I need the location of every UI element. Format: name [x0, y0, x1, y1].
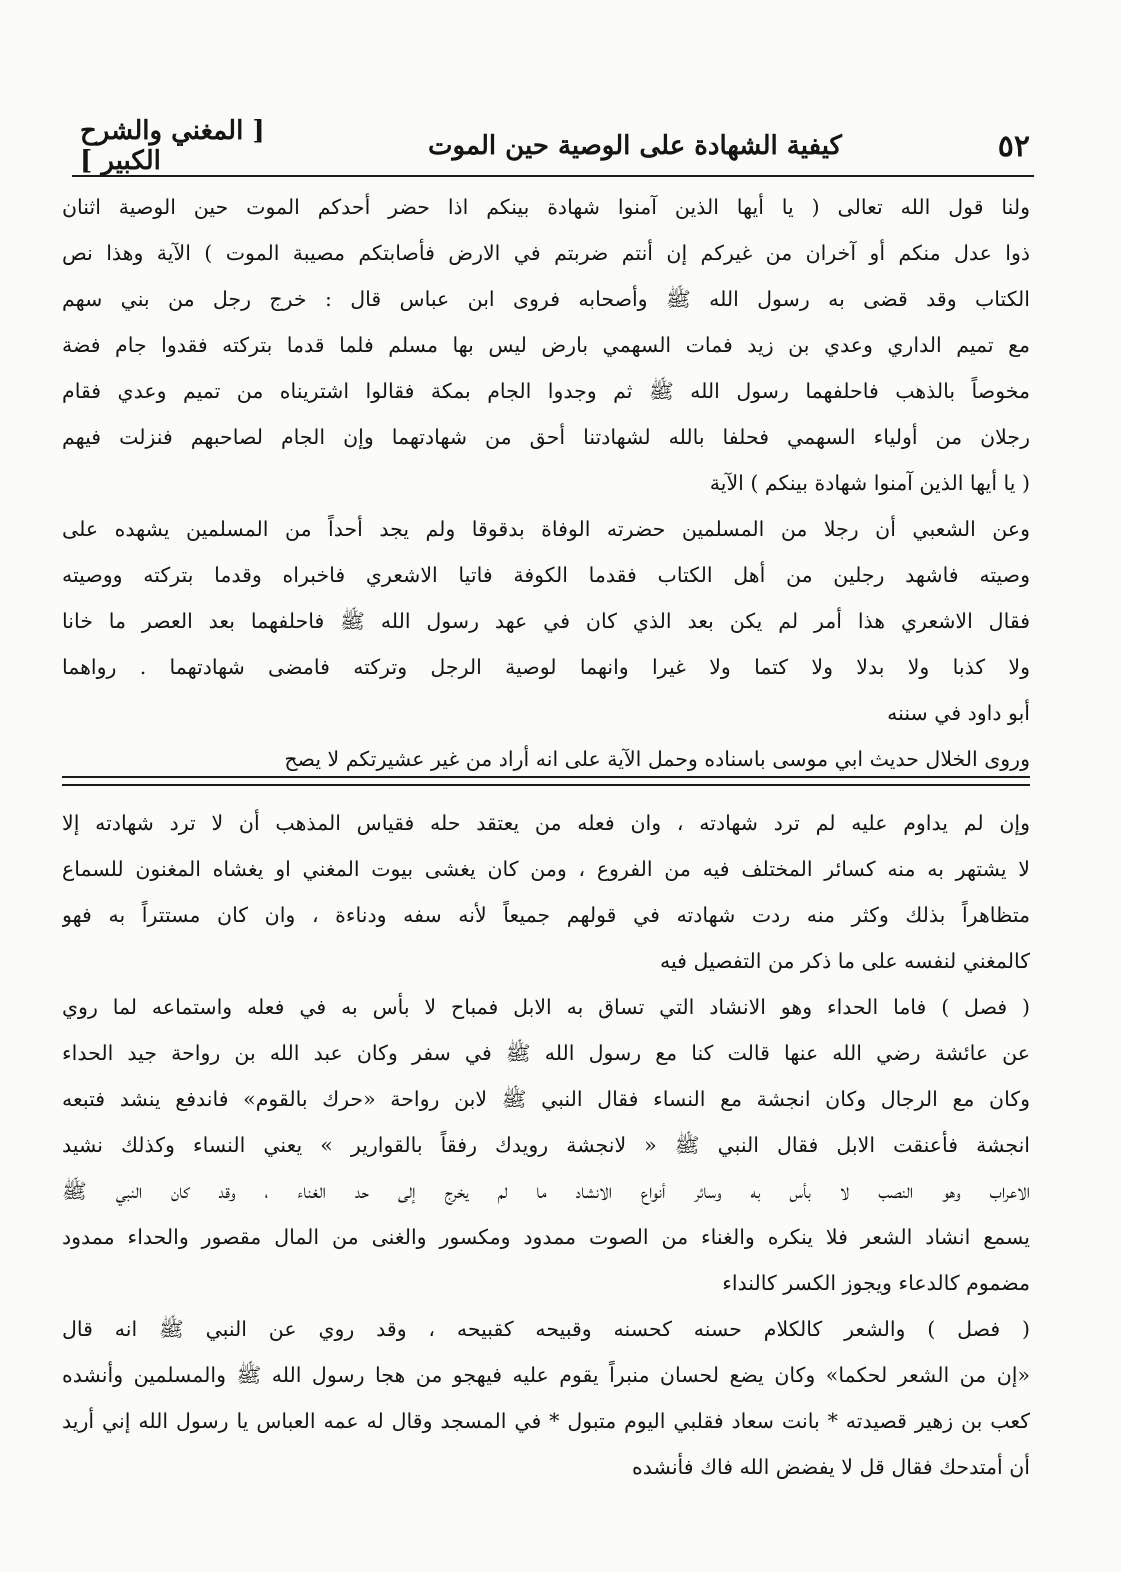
commentary-line: وكان مع الرجال وكان انجشة مع النساء فقال النبي ﷺ لابن رواحة «حرك بالقوم» فاندفع ينشد فتبعه — [62, 1087, 1030, 1111]
main-text-line: الكتاب وقد قضى به رسول الله ﷺ وأصحابه فروى ابن عباس قال : خرج رجل من بني سهم — [62, 287, 1030, 311]
main-text-line: وعن الشعبي أن رجلا من المسلمين حضرته الوفاة بدقوقا ولم يجد أحداً من المسلمين يشهده على — [62, 517, 1030, 541]
commentary-line: الاعراب وهو النصب لا بأس به وسائر أنواع الانشاد ما لم يخرج إلى حد الغناء ، وقد كان النبي ﷺ — [62, 1179, 1030, 1203]
page-number: ٥٢ — [997, 128, 1030, 164]
main-text-line: ( يا أيها الذين آمنوا شهادة بينكم ) الآية — [709, 471, 1030, 495]
main-text-line: وصيته فاشهد رجلين من أهل الكتاب فقدما الكوفة فاتيا الاشعري فاخبراه وقدما بتركته ووصيته — [62, 563, 1030, 587]
commentary-line: ( فصل ) والشعر كالكلام حسنه كحسنه وقبيحه كقبيحه ، وقد روي عن النبي ﷺ انه قال — [62, 1317, 1030, 1341]
running-title: كيفية الشهادة على الوصية حين الموت — [428, 131, 842, 161]
main-text-line: ولنا قول الله تعالى ( يا أيها الذين آمنوا شهادة بينكم اذا حضر أحدكم الموت حين الوصية اثنان — [62, 195, 1030, 219]
page-header — [80, 118, 1030, 174]
section-divider — [62, 776, 1030, 786]
commentary-line: وإن لم يداوم عليه لم ترد شهادته ، وان فعله من يعتقد حله فقياس المذهب أن لا ترد شهادته إلا — [62, 811, 1030, 835]
commentary-line: لا يشتهر به منه كسائر المختلف فيه من الفروع ، ومن كان يغشى بيوت المغني او يغشاه المغنون للسماع — [62, 857, 1030, 881]
main-text-line: ولا كذبا ولا بدلا ولا كتما ولا غيرا وانهما لوصية الرجل وتركته فامضى شهادتهما . رواهما — [62, 655, 1030, 679]
main-text-line: رجلان من أولياء السهمي فحلفا بالله لشهادتنا أحق من شهادتهما وإن الجام لصاحبهم فنزلت فيهم — [62, 425, 1030, 449]
commentary-line: عن عائشة رضي الله عنها قالت كنا مع رسول الله ﷺ في سفر وكان عبد الله بن رواحة جيد الحداء — [62, 1041, 1030, 1065]
commentary-line: مضموم كالدعاء ويجوز الكسر كالنداء — [722, 1271, 1030, 1295]
commentary-line: كعب بن زهير قصيدته * بانت سعاد فقلبي اليوم متبول * في المسجد وقال له عمه العباس يا رسول الله إني أريد — [62, 1409, 1030, 1433]
main-text-line: ذوا عدل منكم أو آخران من غيركم إن أنتم ضربتم في الارض فأصابتكم مصيبة الموت ) الآية وهذا نص — [62, 241, 1030, 265]
commentary-line: متظاهراً بذلك وكثر منه ردت شهادته في قولهم جميعاً لأنه سفه ودناءة ، وان كان مستتراً به فهو — [62, 903, 1030, 927]
commentary-line: يسمع انشاد الشعر فلا ينكره والغناء من الصوت ممدود ومكسور والغنى من المال مقصور والحداء ممدود — [62, 1225, 1030, 1249]
commentary-text — [62, 800, 1030, 1490]
main-text-line: وروى الخلال حديث ابي موسى باسناده وحمل الآية على انه أراد من غير عشيرتكم لا يصح — [284, 747, 1030, 771]
main-text-line: مخوصاً بالذهب فاحلفهما رسول الله ﷺ ثم وجدوا الجام بمكة فقالوا اشتريناه من تميم وعدي فقام — [62, 379, 1030, 403]
main-text-line: مع تميم الداري وعدي بن زيد فمات السهمي بارض ليس بها مسلم فلما قدما بتركته فقدوا جام فضة — [62, 333, 1030, 357]
main-text-line: فقال الاشعري هذا أمر لم يكن بعد الذي كان في عهد رسول الله ﷺ فاحلفهما بعد العصر ما خانا — [62, 609, 1030, 633]
commentary-line: ( فصل ) فاما الحداء وهو الانشاد التي تساق به الابل فمباح لا بأس به في فعله واستماعه لما روي — [62, 995, 1030, 1019]
main-text-line: أبو داود في سننه — [887, 701, 1030, 725]
commentary-line: «إن من الشعر لحكما» وكان يضع لحسان منبراً يقوم عليه فيهجو من هجا رسول الله ﷺ والمسلمين وأنشده — [62, 1363, 1030, 1387]
commentary-line: أن أمتدحك فقال قل لا يفضض الله فاك فأنشده — [632, 1455, 1030, 1479]
book-title: [ المغني والشرح الكبير ] — [80, 116, 265, 176]
commentary-line: انجشة فأعنقت الابل فقال النبي ﷺ « لانجشة رويدك رفقاً بالقوارير » يعني النساء وكذلك نشيد — [62, 1133, 1030, 1157]
commentary-line: كالمغني لنفسه على ما ذكر من التفصيل فيه — [659, 949, 1030, 973]
main-text — [62, 184, 1030, 782]
header-rule — [72, 175, 1034, 177]
